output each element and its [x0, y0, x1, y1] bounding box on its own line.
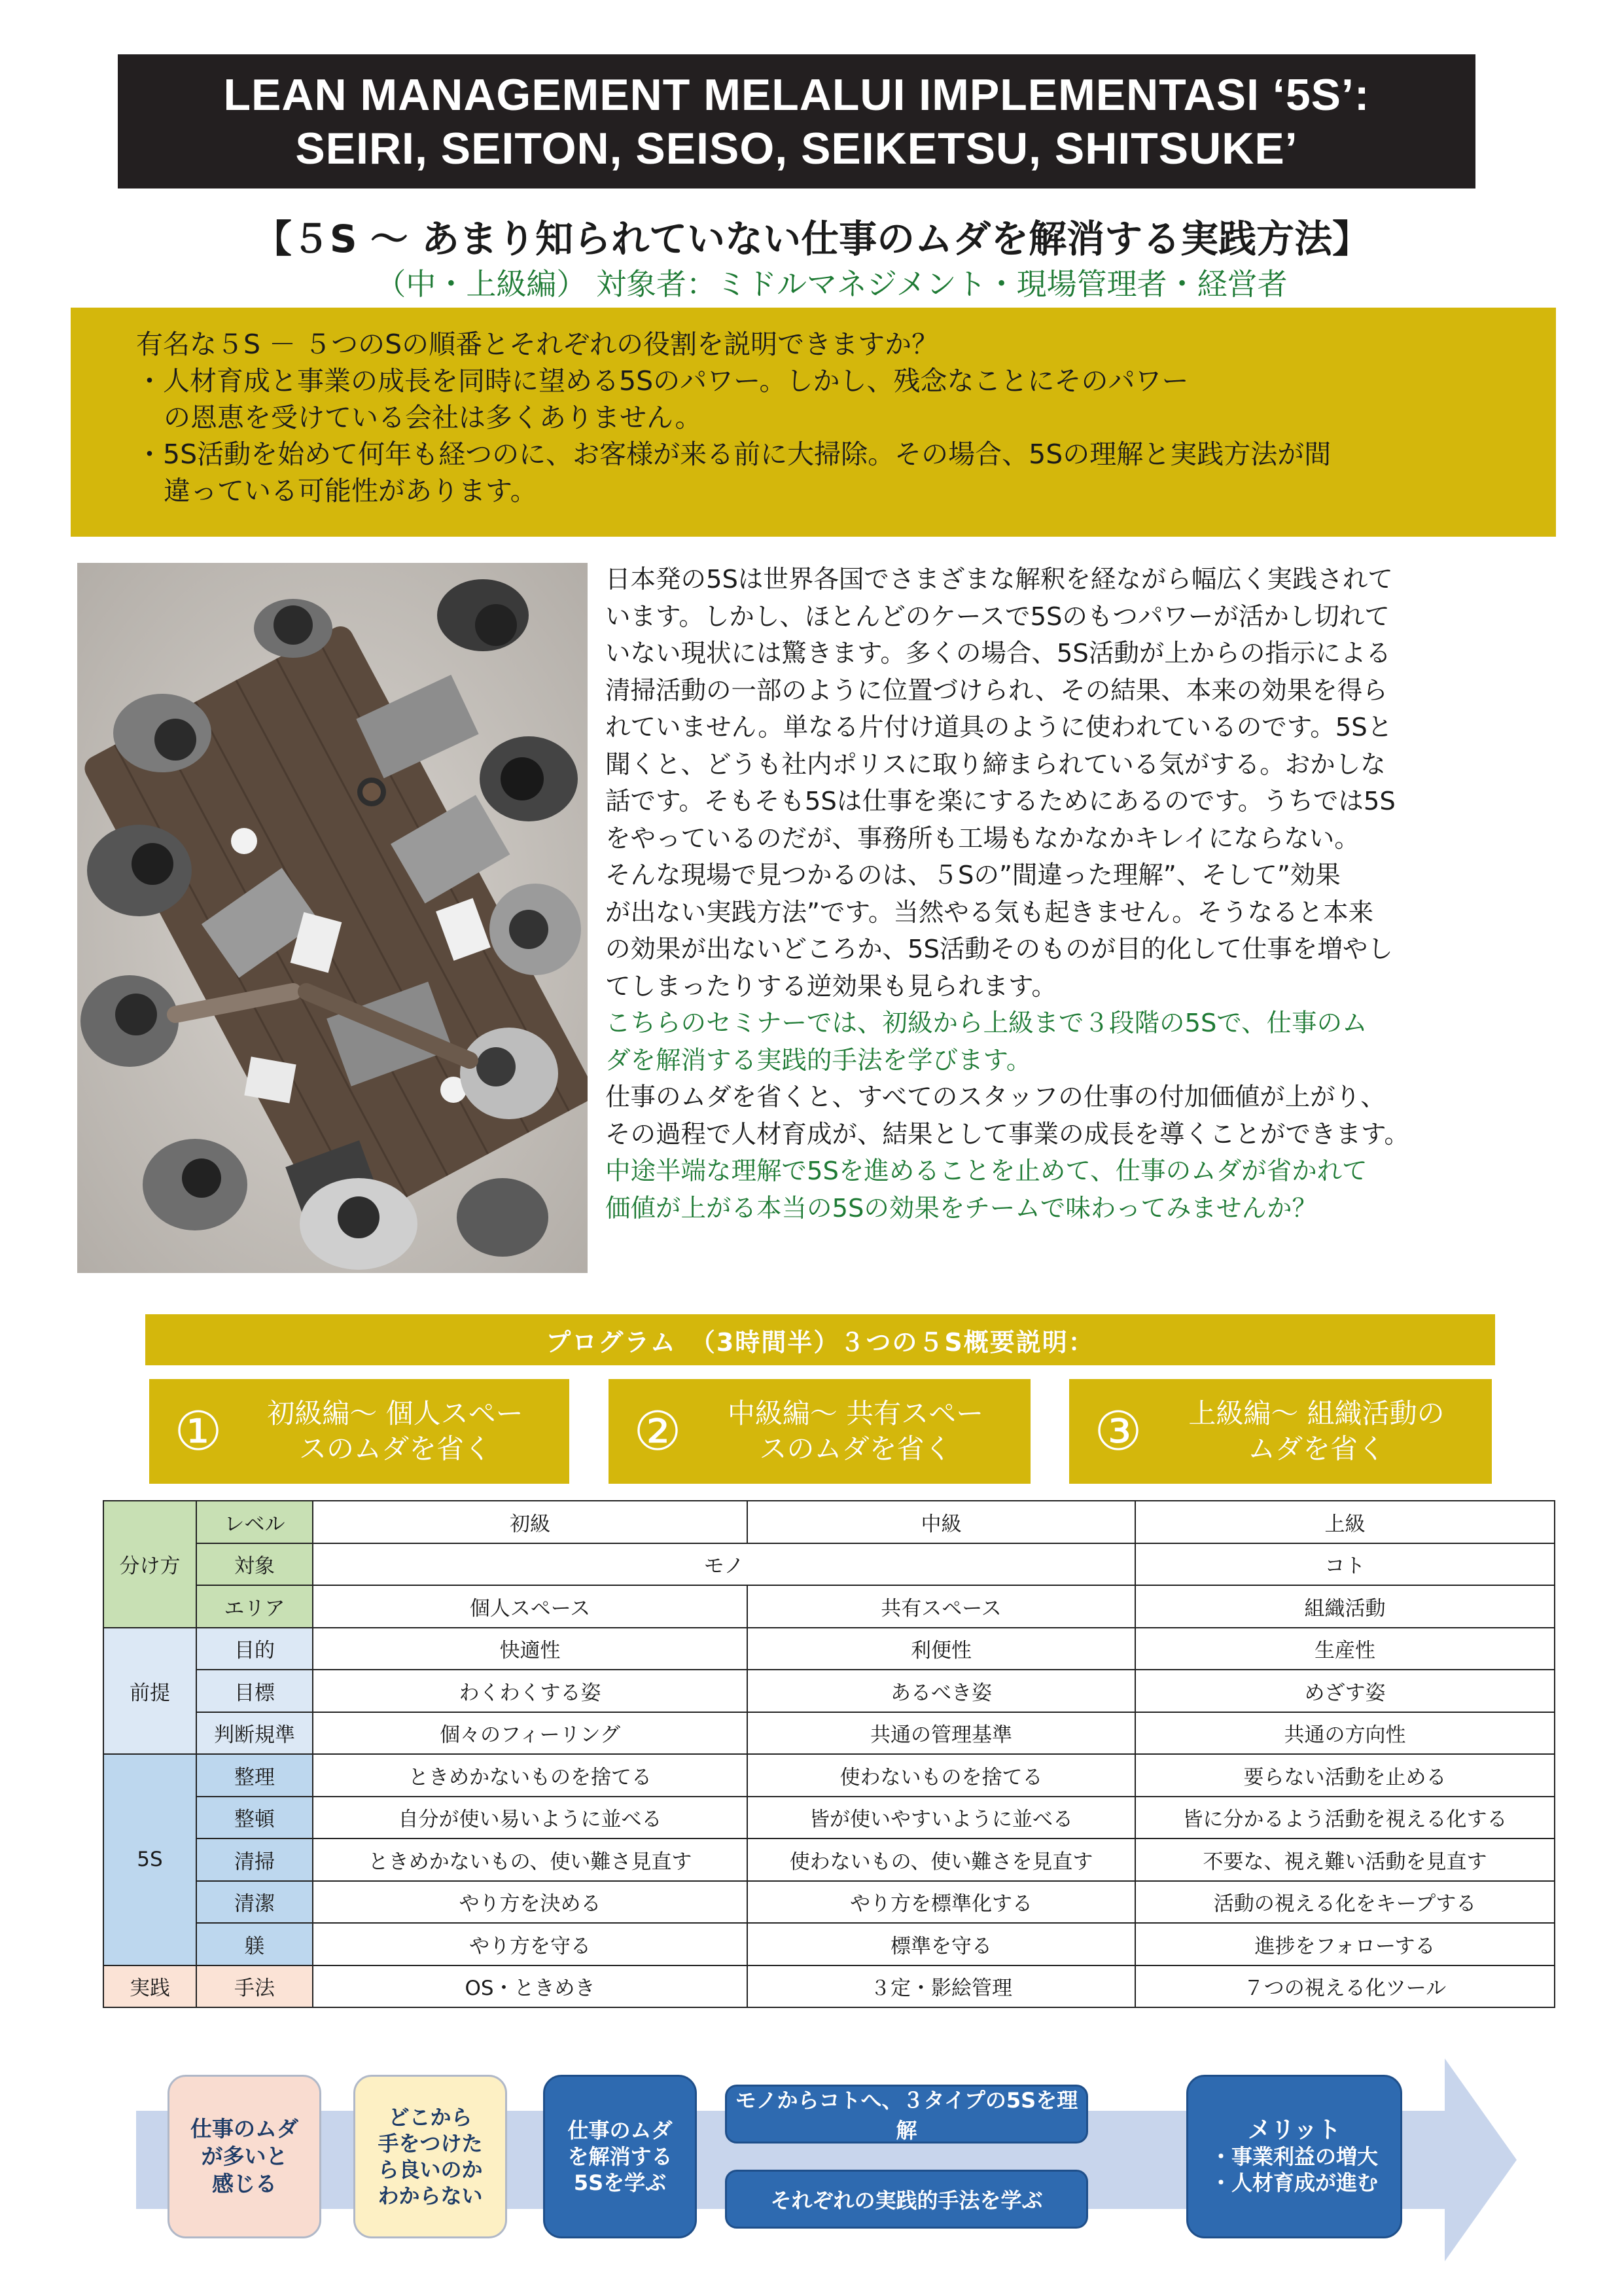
- level-label-line: 上級編～ 組織活動の: [1188, 1397, 1445, 1429]
- body-highlight-line: 価値が上がる本当の5Sの効果をチームで味わってみませんか？: [605, 1193, 1318, 1223]
- intro-box: [71, 308, 1556, 537]
- intro-line: ・5S活動を始めて何年も経つのに、お客様が来る前に大掃除。その場合、5Sの理解と実践方法が間: [136, 439, 1332, 470]
- level-box-beginner: [149, 1379, 569, 1484]
- table-cell: OS・ときめき: [313, 1965, 747, 2008]
- intro-line: ・人材育成と事業の成長を同時に望める5Sのパワー。しかし、残念なことにそのパワー: [136, 365, 1189, 397]
- step-text: 仕事のムダ: [190, 2116, 298, 2142]
- meeting-photo: [77, 563, 588, 1273]
- step-text: 手をつけた: [378, 2131, 483, 2156]
- group-label: 5S: [103, 1754, 196, 1965]
- step-text: が多いと: [201, 2144, 288, 2169]
- group-label: 実践: [103, 1965, 196, 2008]
- row-label: 手法: [196, 1965, 313, 2008]
- body-line: 聞くと、どうも社内ポリスに取り締まられている気がする。おかしな: [605, 749, 1386, 780]
- row-label: 判断規準: [196, 1712, 313, 1755]
- step-benefits: [1186, 2075, 1402, 2238]
- table-cell: 共有スペース: [747, 1585, 1135, 1628]
- body-line: 話です。そもそも5Sは仕事を楽にするためにあるのです。うちでは5S: [605, 787, 1396, 816]
- step-learn-5s: [543, 2075, 697, 2238]
- table-cell: 共通の管理基準: [747, 1712, 1135, 1755]
- table-cell: ときめかないもの、使い難さ見直す: [313, 1839, 747, 1881]
- table-cell: コト: [1135, 1543, 1555, 1586]
- benefits-title: メリット: [1247, 2117, 1341, 2144]
- table-row: [103, 1628, 1555, 1670]
- step-problem: [168, 2075, 321, 2238]
- body-line: います。しかし、ほとんどのケースで5Sのもつパワーが活かし切れて: [605, 601, 1390, 632]
- flow-diagram: [136, 2058, 1517, 2261]
- intro-question: 有名な５S － ５つのSの順番とそれぞれの役割を説明できますか？: [136, 329, 939, 360]
- body-line: 日本発の5Sは世界各国でさまざまな解釈を経ながら幅広く実践されて: [605, 565, 1393, 594]
- table-cell: やり方を守る: [313, 1923, 747, 1965]
- body-line: が出ない実践方法”です。当然やる気も起きません。そうなると本来: [605, 897, 1374, 927]
- table-cell: あるべき姿: [747, 1670, 1135, 1712]
- table-cell: モノ: [313, 1543, 1135, 1586]
- subtitle: 【５S ～ あまり知られていない仕事のムダを解消する実践方法】: [253, 217, 1371, 261]
- table-cell: 自分が使い易いように並べる: [313, 1797, 747, 1839]
- step-text: 感じる: [212, 2171, 277, 2197]
- table-cell: 上級: [1135, 1501, 1555, 1543]
- level-label: [707, 1396, 1031, 1467]
- table-cell: わくわくする姿: [313, 1670, 747, 1712]
- table-cell: 個々のフィーリング: [313, 1712, 747, 1755]
- benefit-item: ・人材育成が進む: [1210, 2170, 1378, 2195]
- step-text: わからない: [378, 2183, 483, 2208]
- level-number: ③: [1094, 1400, 1142, 1463]
- body-text: [605, 562, 1561, 1227]
- title-line-1: LEAN MANAGEMENT MELALUI IMPLEMENTASI ‘5S’:: [223, 69, 1370, 120]
- comparison-table: [103, 1500, 1555, 2008]
- table-cell: 使わないものを捨てる: [747, 1754, 1135, 1797]
- table-row: [103, 1585, 1555, 1628]
- table-row: [103, 1839, 1555, 1881]
- table-cell: 中級: [747, 1501, 1135, 1543]
- table-row: [103, 1923, 1555, 1965]
- step-practical-methods: それぞれの実践的手法を学ぶ: [725, 2170, 1088, 2229]
- body-line: てしまったりする逆効果も見られます。: [605, 971, 1057, 1001]
- row-label: 対象: [196, 1543, 313, 1586]
- body-line: いない現状には驚きます。多くの場合、5S活動が上からの指示による: [605, 639, 1391, 668]
- table-cell: 生産性: [1135, 1628, 1555, 1670]
- step-text: どこから: [388, 2105, 472, 2130]
- table-cell: 進捗をフォローする: [1135, 1923, 1555, 1965]
- table-row: [103, 1670, 1555, 1712]
- step-text: を解消する: [567, 2144, 673, 2169]
- body-highlight-line: 中途半端な理解で5Sを進めることを止めて、仕事のムダが省かれて: [605, 1157, 1368, 1186]
- table-cell: 使わないもの、使い難さを見直す: [747, 1839, 1135, 1881]
- table-cell: 共通の方向性: [1135, 1712, 1555, 1755]
- table-cell: 快適性: [313, 1628, 747, 1670]
- table-cell: 要らない活動を止める: [1135, 1754, 1555, 1797]
- body-highlight-line: ダを解消する実践的手法を学びます。: [605, 1045, 1032, 1075]
- row-label: 躾: [196, 1923, 313, 1965]
- step-text: 仕事のムダ: [567, 2118, 673, 2143]
- level-label-line: 初級編～ 個人スペー: [267, 1397, 523, 1429]
- table-cell: めざす姿: [1135, 1670, 1555, 1712]
- body-line: そんな現場で見つかるのは、５Sの”間違った理解”、そして”効果: [605, 861, 1341, 890]
- table-row: [103, 1712, 1555, 1755]
- table-row: [103, 1501, 1555, 1543]
- table-row: [103, 1754, 1555, 1797]
- row-label: 清潔: [196, 1881, 313, 1924]
- level-label: [1167, 1396, 1492, 1467]
- table-cell: ３定・影絵管理: [747, 1965, 1135, 2008]
- title-banner: [118, 54, 1475, 188]
- table-cell: 利便性: [747, 1628, 1135, 1670]
- level-number: ②: [633, 1400, 682, 1463]
- table-cell: やり方を決める: [313, 1881, 747, 1924]
- step-text: ら良いのか: [378, 2157, 483, 2182]
- body-line: の効果が出ないどころか、5S活動そのものが目的化して仕事を増やし: [605, 935, 1393, 964]
- body-line: れていません。単なる片付け道具のように使われているのです。5Sと: [605, 713, 1393, 742]
- level-box-intermediate: [609, 1379, 1031, 1484]
- level-label-line: スのムダを省く: [759, 1433, 952, 1465]
- level-label-line: 中級編～ 共有スペー: [727, 1397, 984, 1429]
- level-number: ①: [174, 1400, 222, 1463]
- table-cell: 皆に分かるよう活動を視える化する: [1135, 1797, 1555, 1839]
- table-row: [103, 1543, 1555, 1586]
- body-highlight-line: こちらのセミナーでは、初級から上級まで３段階の5Sで、仕事のム: [605, 1009, 1368, 1038]
- level-box-advanced: [1069, 1379, 1492, 1484]
- table-row: [103, 1797, 1555, 1839]
- body-line: 清掃活動の一部のように位置づけられ、その結果、本来の効果を得ら: [605, 675, 1388, 706]
- row-label: 目的: [196, 1628, 313, 1670]
- table-cell: 標準を守る: [747, 1923, 1135, 1965]
- table-row: [103, 1881, 1555, 1924]
- row-label: 清掃: [196, 1839, 313, 1881]
- group-label: 分け方: [103, 1501, 196, 1628]
- table-cell: やり方を標準化する: [747, 1881, 1135, 1924]
- row-label: 整理: [196, 1754, 313, 1797]
- level-label-line: スのムダを省く: [298, 1433, 491, 1465]
- table-cell: 皆が使いやすいように並べる: [747, 1797, 1135, 1839]
- group-label: 前提: [103, 1628, 196, 1755]
- step-understand-types: モノからコトへ、３タイプの5Sを理解: [725, 2085, 1088, 2144]
- level-label-line: ムダを省く: [1247, 1433, 1385, 1465]
- step-confusion: [353, 2075, 507, 2238]
- body-line: をやっているのだが、事務所も工場もなかなかキレイにならない。: [605, 823, 1360, 853]
- body-line: その過程で人材育成が、結果として事業の成長を導くことができます。: [605, 1119, 1409, 1149]
- body-line: 仕事のムダを省くと、すべてのスタッフの仕事の付加価値が上がり、: [605, 1083, 1386, 1112]
- row-label: 目標: [196, 1670, 313, 1712]
- program-header: プログラム （3時間半）３つの５S概要説明：: [145, 1314, 1495, 1365]
- row-label: 整頓: [196, 1797, 313, 1839]
- table-cell: ７つの視える化ツール: [1135, 1965, 1555, 2008]
- intro-line: の恩恵を受けている会社は多くありません。: [164, 402, 702, 433]
- table-cell: 初級: [313, 1501, 747, 1543]
- level-label: [247, 1396, 569, 1467]
- table-cell: 個人スペース: [313, 1585, 747, 1628]
- audience: （中・上級編） 対象者：ミドルマネジメント・現場管理者・経営者: [376, 266, 1288, 302]
- title-line-2: SEIRI, SEITON, SEISO, SEIKETSU, SHITSUKE’: [295, 123, 1298, 173]
- table-cell: 組織活動: [1135, 1585, 1555, 1628]
- row-label: エリア: [196, 1585, 313, 1628]
- table-cell: 不要な、視え難い活動を見直す: [1135, 1839, 1555, 1881]
- intro-line: 違っている可能性があります。: [164, 475, 537, 507]
- table-cell: 活動の視える化をキープする: [1135, 1881, 1555, 1924]
- row-label: レベル: [196, 1501, 313, 1543]
- table-row: [103, 1965, 1555, 2008]
- table-cell: ときめかないものを捨てる: [313, 1754, 747, 1797]
- benefit-item: ・事業利益の増大: [1210, 2144, 1378, 2169]
- step-text: 5Sを学ぶ: [573, 2170, 667, 2195]
